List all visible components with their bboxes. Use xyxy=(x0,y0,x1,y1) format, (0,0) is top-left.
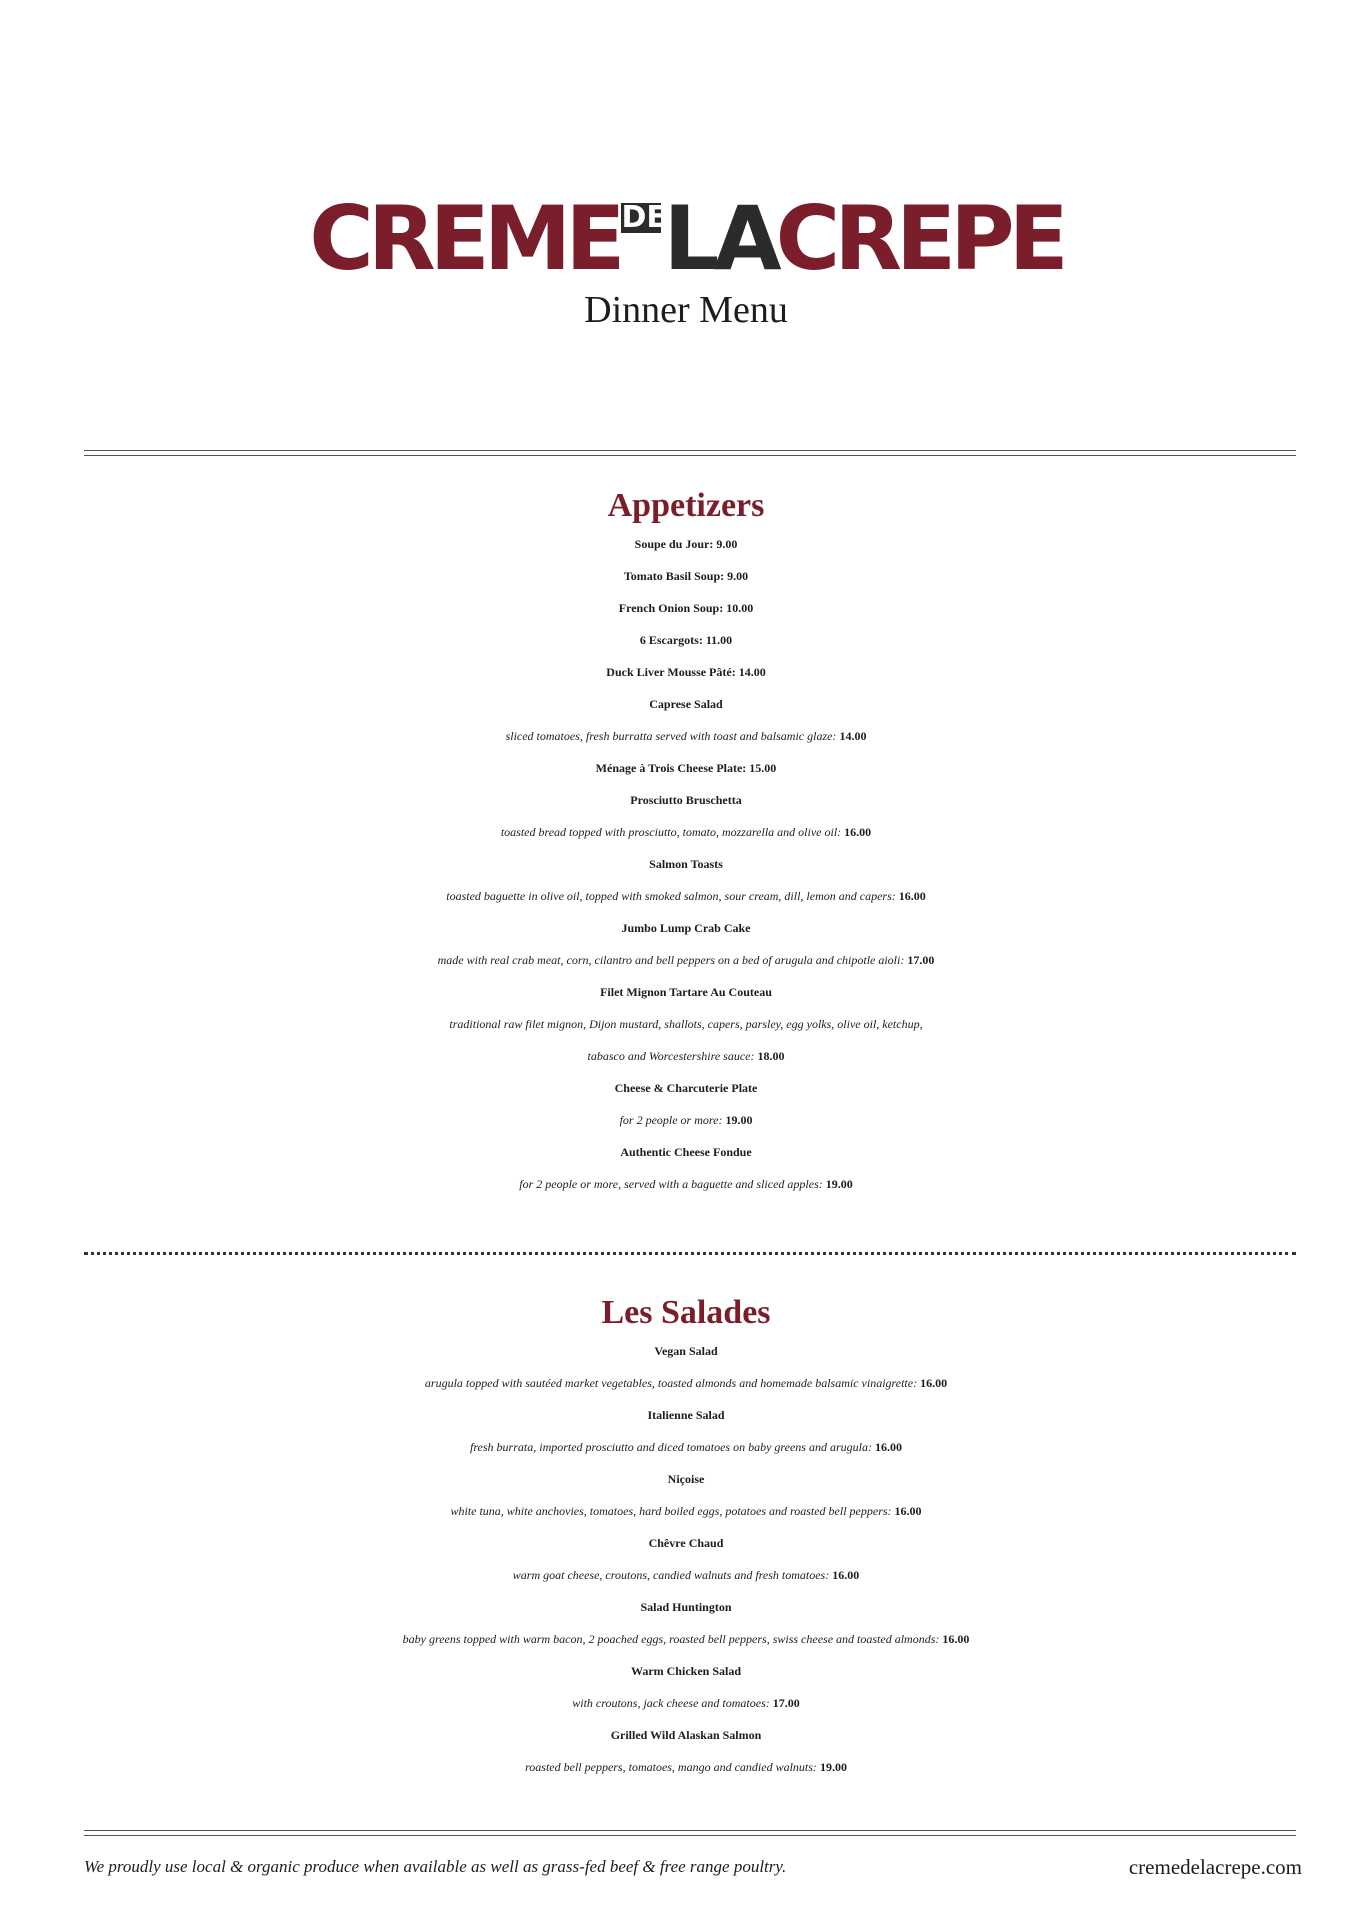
menu-item-description xyxy=(0,1559,1372,1591)
menu-item-name: Salad Huntington xyxy=(640,1600,732,1614)
logo-la: LA xyxy=(663,187,776,290)
item-price: 18.00 xyxy=(757,1049,785,1063)
item-desc-text: white tuna, white anchovies, tomatoes, hard boiled eggs, potatoes and roasted bell peppers: xyxy=(450,1504,892,1518)
section-appetizers xyxy=(0,484,1372,1200)
menu-item-name: French Onion Soup: 10.00 xyxy=(618,601,754,615)
item-desc-text: made with real crab meat, corn, cilantro and bell peppers on a bed of arugula and chipotle aioli: xyxy=(437,953,905,967)
menu-item-description xyxy=(0,1751,1372,1783)
menu-item-name: Vegan Salad xyxy=(654,1344,718,1358)
menu-item-name: Prosciutto Bruschetta xyxy=(630,793,742,807)
item-price: 19.00 xyxy=(819,1760,847,1774)
menu-item-description xyxy=(0,1431,1372,1463)
item-desc-text: for 2 people or more, served with a baguette and sliced apples: xyxy=(519,1177,823,1191)
menu-item-description xyxy=(0,1495,1372,1527)
menu-item-name: Ménage à Trois Cheese Plate: 15.00 xyxy=(595,761,777,775)
menu-item-name: Filet Mignon Tartare Au Couteau xyxy=(600,985,772,999)
item-price: 16.00 xyxy=(894,1504,922,1518)
menu-item-description xyxy=(0,720,1372,752)
menu-item-description xyxy=(0,1168,1372,1200)
item-desc-text: for 2 people or more: xyxy=(619,1113,723,1127)
menu-item-name: Niçoise xyxy=(667,1472,705,1486)
menu-item-description xyxy=(0,1104,1372,1136)
menu-item-description xyxy=(0,944,1372,976)
item-price: 17.00 xyxy=(772,1696,800,1710)
menu-item-name: Soupe du Jour: 9.00 xyxy=(634,537,738,551)
item-price: 16.00 xyxy=(920,1376,948,1390)
logo-de xyxy=(621,200,667,236)
menu-item-description xyxy=(0,1040,1372,1072)
menu-item-name: Caprese Salad xyxy=(649,697,723,711)
item-desc-text: arugula topped with sautéed market vegetables, toasted almonds and homemade balsamic vinaigrette: xyxy=(424,1376,918,1390)
logo-de-text: DE xyxy=(621,200,667,235)
top-divider xyxy=(84,450,1296,456)
item-desc-text: warm goat cheese, croutons, candied walnuts and fresh tomatoes: xyxy=(512,1568,830,1582)
menu-item-name: Authentic Cheese Fondue xyxy=(620,1145,752,1159)
page-title: Dinner Menu xyxy=(584,289,788,331)
bottom-divider xyxy=(84,1830,1296,1836)
logo-creme: CREME xyxy=(309,187,620,290)
menu-item-name: Duck Liver Mousse Pâté: 14.00 xyxy=(606,665,766,679)
item-price: 16.00 xyxy=(898,889,926,903)
website-link[interactable]: cremedelacrepe.com xyxy=(1128,1855,1302,1879)
item-price: 16.00 xyxy=(844,825,872,839)
item-price: 16.00 xyxy=(874,1440,902,1454)
menu-item-description: traditional raw filet mignon, Dijon mustard, shallots, capers, parsley, egg yolks, olive oil, ketchup, xyxy=(449,1017,923,1031)
item-price: 14.00 xyxy=(839,729,867,743)
item-desc-text: baby greens topped with warm bacon, 2 poached eggs, roasted bell peppers, swiss cheese and toasted almonds: xyxy=(402,1632,940,1646)
item-desc-text: toasted baguette in olive oil, topped with smoked salmon, sour cream, dill, lemon and capers: xyxy=(446,889,896,903)
menu-item-description xyxy=(0,816,1372,848)
item-price: 19.00 xyxy=(725,1113,753,1127)
footer-note: We proudly use local & organic produce when available as well as grass-fed beef & free range poultry. xyxy=(84,1857,787,1876)
section-divider xyxy=(84,1252,1296,1255)
item-desc-text: with croutons, jack cheese and tomatoes: xyxy=(572,1696,770,1710)
menu-item-name: 6 Escargots: 11.00 xyxy=(639,633,733,647)
menu-item-name: Italienne Salad xyxy=(647,1408,725,1422)
item-price: 17.00 xyxy=(907,953,935,967)
menu-item-name: Cheese & Charcuterie Plate xyxy=(614,1081,758,1095)
menu-item-name: Jumbo Lump Crab Cake xyxy=(621,921,751,935)
item-price: 16.00 xyxy=(832,1568,860,1582)
item-desc-text: roasted bell peppers, tomatoes, mango and candied walnuts: xyxy=(525,1760,817,1774)
item-price: 16.00 xyxy=(942,1632,970,1646)
menu-item-description xyxy=(0,1367,1372,1399)
item-desc-text: tabasco and Worcestershire sauce: xyxy=(587,1049,755,1063)
section-title: Appetizers xyxy=(607,487,765,524)
menu-item-description xyxy=(0,1623,1372,1655)
item-desc-text: toasted bread topped with prosciutto, tomato, mozzarella and olive oil: xyxy=(500,825,842,839)
logo xyxy=(0,187,1372,290)
item-desc-text: fresh burrata, imported prosciutto and diced tomatoes on baby greens and arugula: xyxy=(470,1440,872,1454)
item-desc-text: sliced tomatoes, fresh burratta served with toast and balsamic glaze: xyxy=(505,729,837,743)
menu-item-description xyxy=(0,880,1372,912)
menu-item-name: Salmon Toasts xyxy=(649,857,723,871)
menu-item-name: Tomato Basil Soup: 9.00 xyxy=(623,569,749,583)
item-price: 19.00 xyxy=(825,1177,853,1191)
logo-crepe: CREPE xyxy=(775,187,1063,290)
menu-item-name: Warm Chicken Salad xyxy=(630,1664,741,1678)
menu-item-name: Grilled Wild Alaskan Salmon xyxy=(610,1728,762,1742)
section-title: Les Salades xyxy=(601,1294,771,1331)
menu-item-name: Chêvre Chaud xyxy=(648,1536,724,1550)
section-salades xyxy=(0,1291,1372,1783)
menu-item-description xyxy=(0,1687,1372,1719)
